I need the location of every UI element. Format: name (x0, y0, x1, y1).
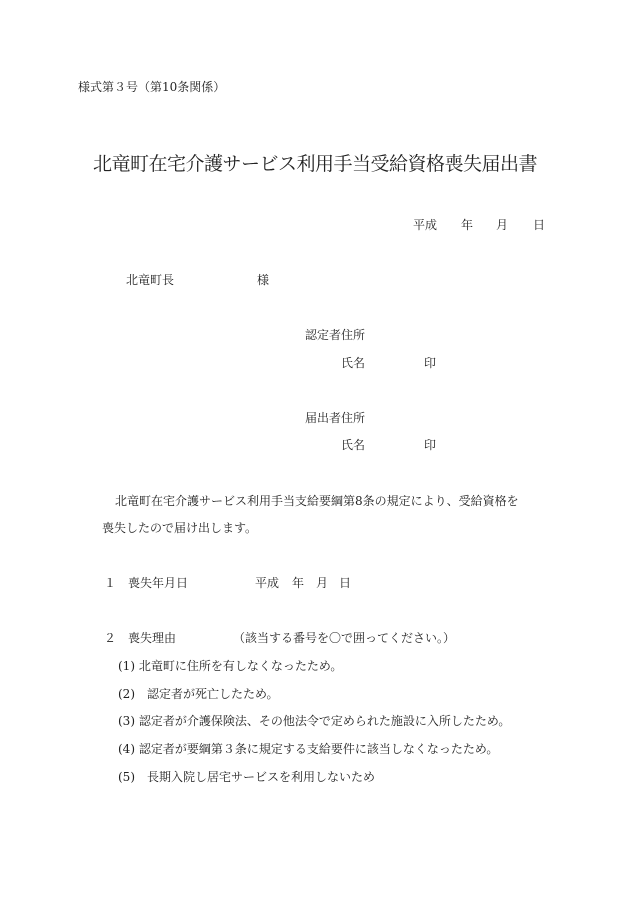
reason-item-1: (1) 北竜町に住所を有しなくなったため。 (118, 659, 343, 673)
reason-item-2: (2) 認定者が死亡したため。 (118, 687, 279, 701)
date-day-label: 日 (533, 218, 546, 232)
loss-date-year: 年 (292, 576, 305, 590)
reason-item-5: (5) 長期入院し居宅サービスを利用しないため (118, 770, 375, 784)
body-text-line2: 喪失したので届け出します。 (102, 521, 258, 535)
loss-date-month: 月 (316, 576, 329, 590)
form-number: 様式第３号（第10条関係） (78, 80, 226, 94)
loss-date-era: 平成 (255, 576, 280, 590)
notifier-address-label: 届出者住所 (305, 411, 366, 425)
notifier-name-label: 氏名 (341, 438, 366, 452)
certified-name-label: 氏名 (341, 356, 366, 370)
date-year-label: 年 (461, 218, 474, 232)
loss-date-label: １ 喪失年月日 (104, 576, 189, 590)
date-era: 平成 (413, 218, 438, 232)
reason-item-3: (3) 認定者が介護保険法、その他法令で定められた施設に入所したため。 (118, 714, 511, 728)
body-text-line1: 北竜町在宅介護サービス利用手当支給要綱第8条の規定により、受給資格を (115, 494, 519, 508)
addressee-honorific: 様 (257, 273, 270, 287)
reason-item-4: (4) 認定者が要綱第３条に規定する支給要件に該当しなくなったため。 (118, 742, 499, 756)
date-month-label: 月 (496, 218, 509, 232)
certified-address-label: 認定者住所 (305, 328, 366, 342)
loss-reason-note: （該当する番号を〇で囲ってください。） (233, 631, 456, 645)
notifier-seal-mark: 印 (424, 438, 437, 452)
loss-reason-label: ２ 喪失理由 (104, 631, 177, 645)
form-title: 北竜町在宅介護サービス利用手当受給資格喪失届出書 (92, 153, 537, 175)
certified-seal-mark: 印 (424, 356, 437, 370)
loss-date-day: 日 (339, 576, 352, 590)
addressee-name: 北竜町長 (126, 273, 175, 287)
